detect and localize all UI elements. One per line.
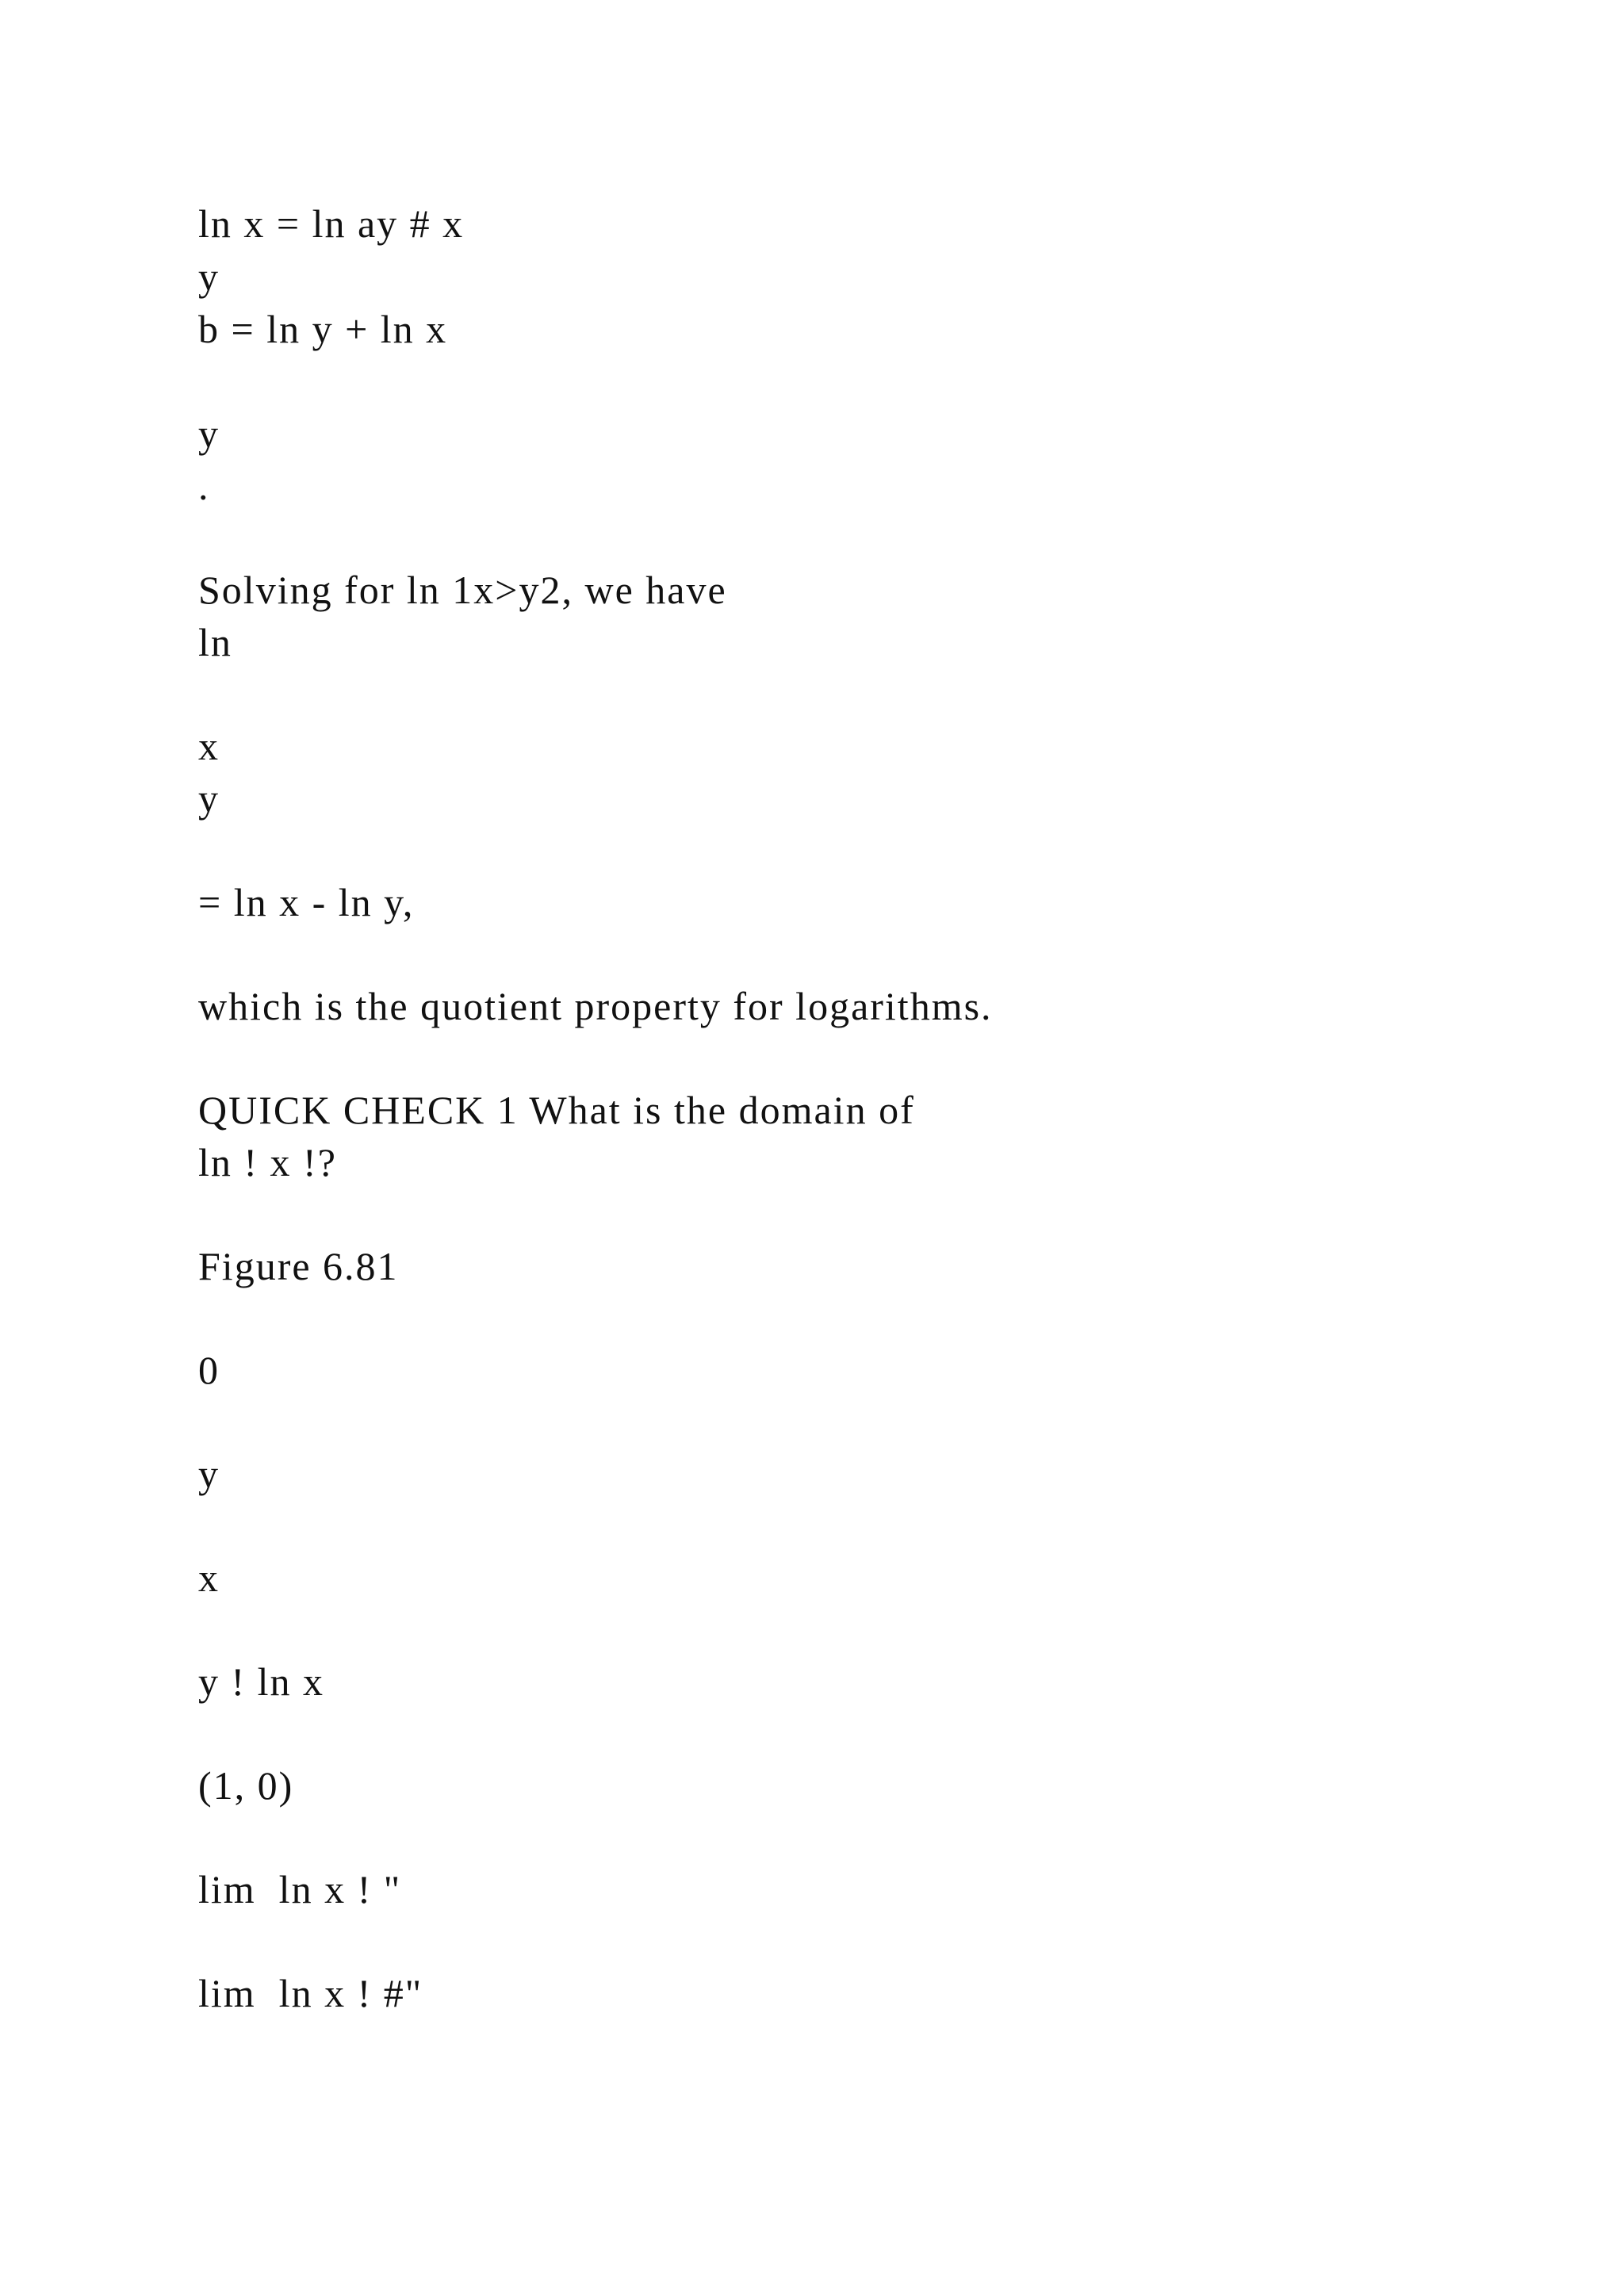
figure-label-zero: 0 <box>198 1348 220 1392</box>
equation-line-2: y <box>198 254 220 299</box>
text-line-solving: Solving for ln 1x>y2, we have <box>198 568 727 612</box>
text-line-ln: ln <box>198 620 232 664</box>
equation-line-4: y <box>198 411 220 456</box>
equation-quotient: = ln x - ln y, <box>198 880 415 924</box>
figure-caption: Figure 6.81 <box>198 1244 399 1288</box>
figure-label-function: y ! ln x <box>198 1659 325 1704</box>
figure-label-x: x <box>198 1556 220 1600</box>
text-line-x: x <box>198 724 220 768</box>
figure-label-limit-1: lim ln x ! " <box>198 1867 402 1911</box>
figure-label-y: y <box>198 1452 220 1496</box>
quick-check-line-2: ln ! x !? <box>198 1140 337 1184</box>
figure-label-point: (1, 0) <box>198 1763 294 1808</box>
figure-label-limit-2: lim ln x ! #" <box>198 1971 423 2015</box>
equation-line-5: . <box>198 464 210 508</box>
equation-line-3: b = ln y + ln x <box>198 307 448 351</box>
equation-line-1: ln x = ln ay # x <box>198 201 465 246</box>
text-line-quotient-property: which is the quotient property for logarithms. <box>198 984 993 1028</box>
text-line-y: y <box>198 776 220 821</box>
quick-check-line-1: QUICK CHECK 1 What is the domain of <box>198 1088 915 1132</box>
